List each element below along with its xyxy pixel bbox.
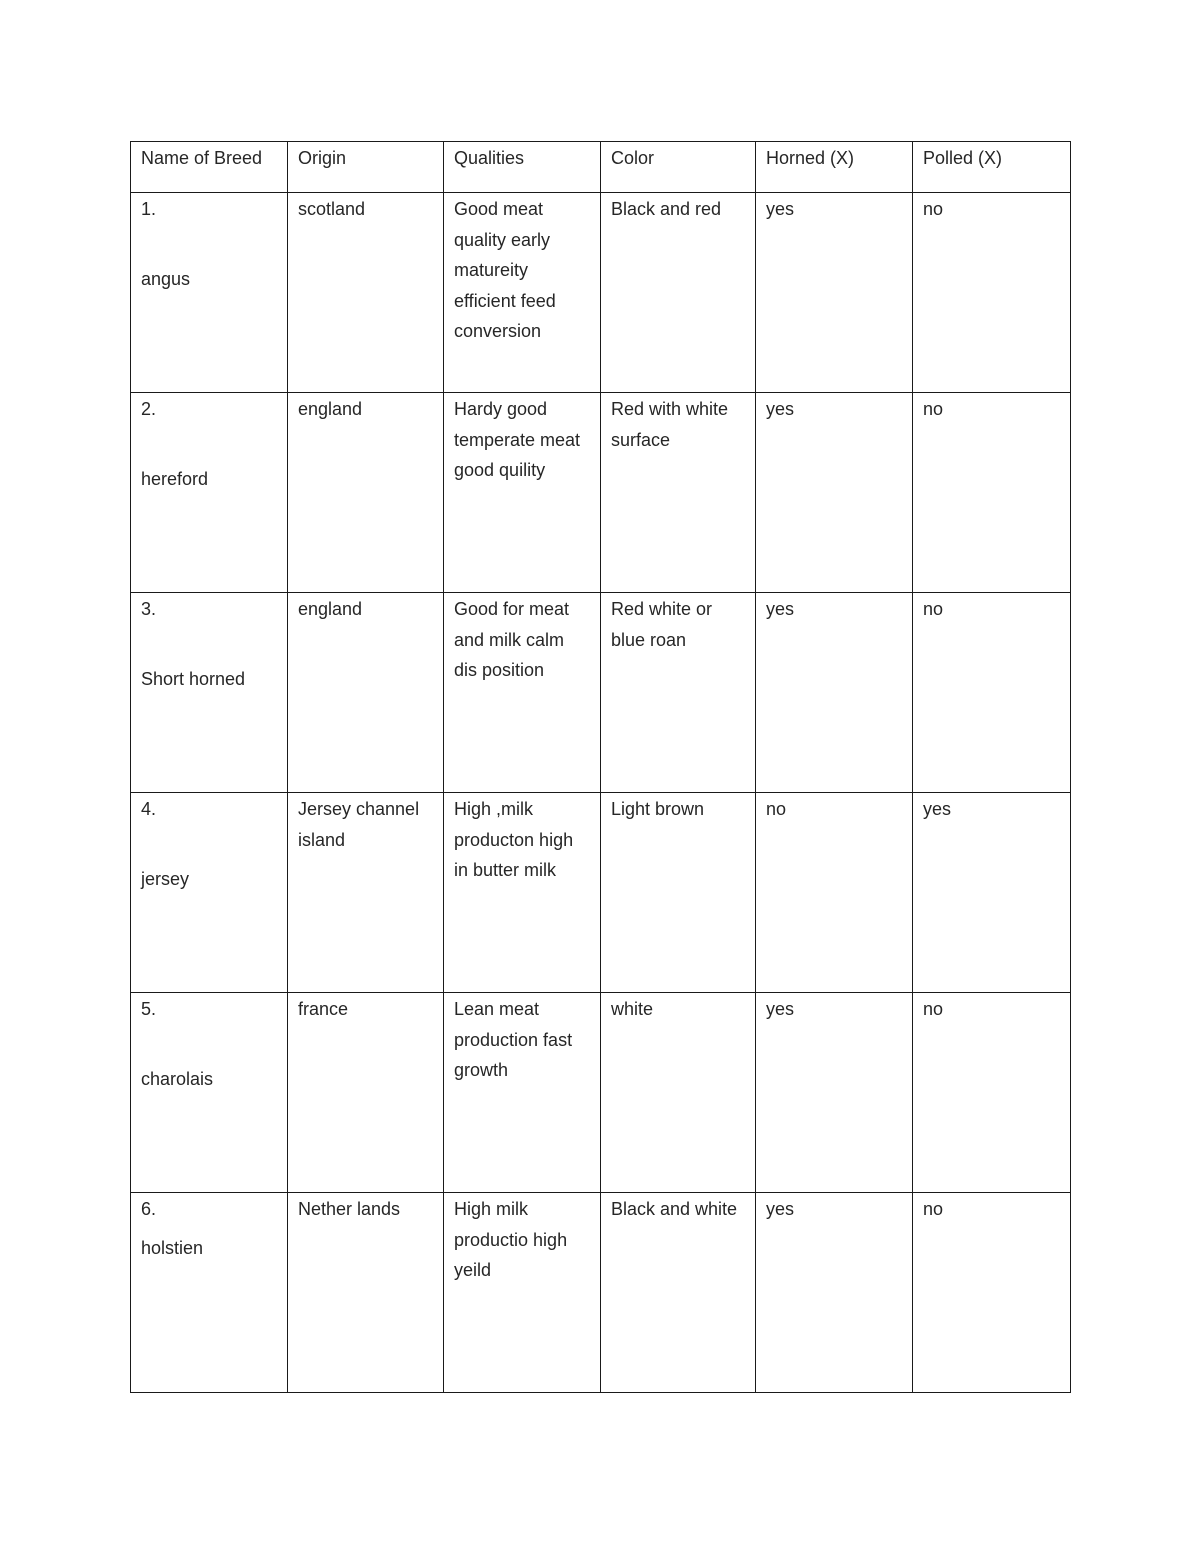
breed-name: jersey bbox=[141, 869, 190, 889]
polled-cell: no bbox=[913, 193, 1071, 393]
qualities-cell: Lean meat production fast growth bbox=[444, 993, 601, 1193]
horned-cell: yes bbox=[756, 1193, 913, 1393]
horned-cell: yes bbox=[756, 193, 913, 393]
origin-cell: scotland bbox=[288, 193, 444, 393]
header-name-of-breed: Name of Breed bbox=[131, 142, 288, 193]
breed-name: charolais bbox=[141, 1069, 214, 1089]
qualities-cell: High milk productio high yeild bbox=[444, 1193, 601, 1393]
table-row bbox=[131, 993, 1071, 1193]
row-number: 4. bbox=[141, 799, 157, 819]
horned-cell: no bbox=[756, 793, 913, 993]
breed-table bbox=[130, 141, 1071, 1393]
origin-cell: Nether lands bbox=[288, 1193, 444, 1393]
row-number: 5. bbox=[141, 999, 157, 1019]
color-cell: Black and white bbox=[601, 1193, 756, 1393]
horned-cell: yes bbox=[756, 993, 913, 1193]
horned-cell: yes bbox=[756, 593, 913, 793]
breed-name: Short horned bbox=[141, 669, 246, 689]
row-number: 1. bbox=[141, 199, 157, 219]
horned-cell: yes bbox=[756, 393, 913, 593]
polled-cell: no bbox=[913, 593, 1071, 793]
color-cell: white bbox=[601, 993, 756, 1193]
polled-cell: no bbox=[913, 393, 1071, 593]
row-number: 3. bbox=[141, 599, 157, 619]
qualities-cell: High ,milk producton high in butter milk bbox=[444, 793, 601, 993]
header-polled: Polled (X) bbox=[913, 142, 1071, 193]
origin-cell: england bbox=[288, 593, 444, 793]
header-color: Color bbox=[601, 142, 756, 193]
polled-cell: yes bbox=[913, 793, 1071, 993]
breed-cell bbox=[131, 193, 288, 393]
polled-cell: no bbox=[913, 993, 1071, 1193]
table-row bbox=[131, 593, 1071, 793]
breed-cell bbox=[131, 793, 288, 993]
color-cell: Black and red bbox=[601, 193, 756, 393]
header-horned: Horned (X) bbox=[756, 142, 913, 193]
qualities-cell: Hardy good temperate meat good quility bbox=[444, 393, 601, 593]
breed-name: hereford bbox=[141, 469, 209, 489]
origin-cell: Jersey channel island bbox=[288, 793, 444, 993]
qualities-cell: Good for meat and milk calm dis position bbox=[444, 593, 601, 793]
table-row bbox=[131, 193, 1071, 393]
table-row bbox=[131, 793, 1071, 993]
origin-cell: england bbox=[288, 393, 444, 593]
row-number: 2. bbox=[141, 399, 157, 419]
table-header-row bbox=[131, 142, 1071, 193]
header-qualities: Qualities bbox=[444, 142, 601, 193]
breed-cell bbox=[131, 993, 288, 1193]
origin-cell: france bbox=[288, 993, 444, 1193]
color-cell: Light brown bbox=[601, 793, 756, 993]
breed-name: holstien bbox=[141, 1238, 204, 1258]
header-origin: Origin bbox=[288, 142, 444, 193]
table-row bbox=[131, 1193, 1071, 1393]
color-cell: Red with white surface bbox=[601, 393, 756, 593]
breed-cell bbox=[131, 393, 288, 593]
row-number: 6. bbox=[141, 1199, 157, 1219]
breed-cell bbox=[131, 593, 288, 793]
breed-cell bbox=[131, 1193, 288, 1393]
polled-cell: no bbox=[913, 1193, 1071, 1393]
breed-name: angus bbox=[141, 269, 191, 289]
table-row bbox=[131, 393, 1071, 593]
qualities-cell: Good meat quality early matureity efficient feed conversion bbox=[444, 193, 601, 393]
color-cell: Red white or blue roan bbox=[601, 593, 756, 793]
